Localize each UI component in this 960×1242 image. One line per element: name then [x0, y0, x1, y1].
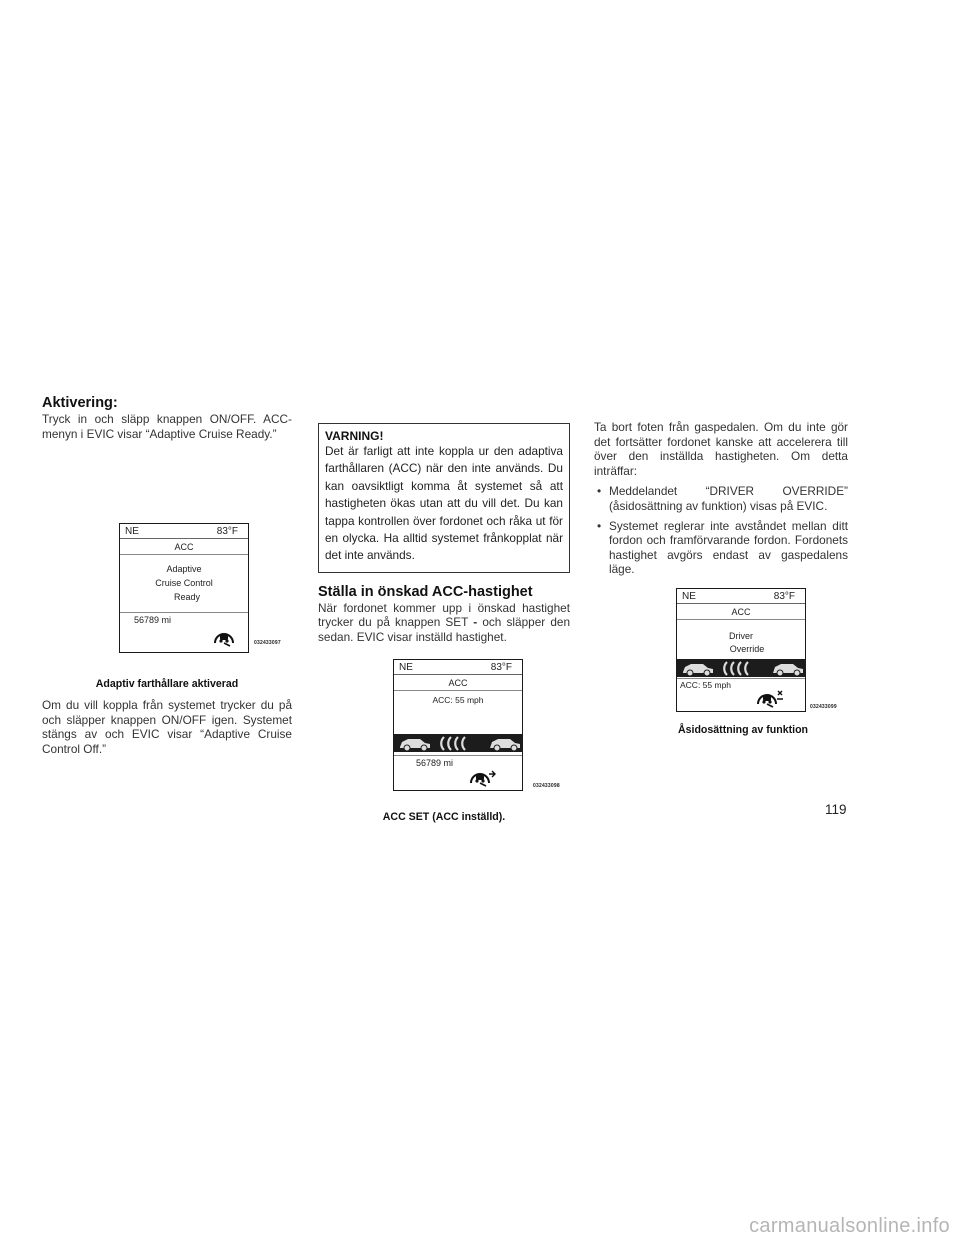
set-button-symbol: -	[473, 615, 478, 630]
section-heading-activation: Aktivering:	[42, 395, 118, 411]
figure-acc-set	[318, 645, 570, 825]
activation-paragraph: Tryck in och släpp knappen ON/OFF. ACC-menyn i EVIC visar “Adaptive Cruise Ready.”	[42, 412, 292, 441]
temperature: 83°F	[773, 590, 795, 602]
figure-caption-override: Åsidosättning av funktion	[677, 723, 809, 736]
mode-label: ACC	[120, 539, 248, 555]
bullet-item-1: • Meddelandet “DRIVER OVERRIDE” (åsidosättning av funktion) visas på EVIC.	[597, 484, 848, 513]
figure-code: 032433098	[533, 782, 560, 789]
figure-code: 032433097	[254, 640, 281, 647]
bullet-item-2: • Systemet reglerar inte avståndet mellan ditt fordon och framförvarande fordon. Fordonets hastighet avgörs endast av gaspedalens läge.	[597, 518, 848, 577]
mode-label: ACC	[677, 604, 805, 620]
compass-direction: NE	[125, 526, 139, 538]
column-3	[594, 420, 848, 742]
column-2	[318, 423, 570, 825]
figure-code: 032433099	[810, 703, 837, 710]
set-speed-readout: ACC: 55 mph	[432, 694, 484, 705]
set-speed-readout: ACC: 55 mph	[680, 679, 732, 690]
mode-label: ACC	[394, 675, 522, 691]
deactivation-paragraph: Om du vill koppla från systemet trycker du på och släpper knappen ON/OFF igen. Systemet stängs av och EVIC visar “Adaptive Cruise Control Off.”	[42, 698, 292, 756]
message-line-1: Driver	[729, 630, 753, 641]
evic-display-set	[393, 659, 523, 791]
override-paragraph: Ta bort foten från gaspedalen. Om du inte gör det fortsätter fordonet kanske att accelerera till över den inställda hastigheten. Om detta inträffar:	[594, 420, 848, 478]
evic-display-override	[676, 588, 806, 712]
override-bullet-list	[594, 484, 848, 577]
message-line-1: Adaptive	[166, 564, 202, 575]
column-1	[42, 395, 292, 757]
watermark: carmanualsonline.info	[749, 1215, 950, 1237]
temperature: 83°F	[490, 661, 512, 673]
message-line-2: Override	[729, 643, 765, 654]
warning-box	[318, 423, 570, 573]
acc-gauge-icon	[468, 768, 498, 788]
section-heading-set-speed: Ställa in önskad ACC-hastighet	[318, 583, 533, 600]
figure-caption-set: ACC SET (ACC inställd).	[382, 810, 506, 823]
warning-body: Det är farligt att inte koppla ur den adaptiva farthållaren (ACC) när den inte används. Du kan oavsiktligt komma åt systemet så att hastigheten ökas utan att du vill det. Du kan tappa kontrollen över fordonet och råka ut för en olycka. Ha alltid systemet frånkopplat när det inte används.	[325, 444, 563, 563]
compass-direction: NE	[399, 661, 413, 673]
message-line-2: Cruise Control	[155, 578, 213, 589]
evic-display-ready	[119, 523, 249, 653]
acc-gauge-icon	[212, 628, 236, 648]
figure-acc-ready	[42, 441, 292, 647]
message-line-3: Ready	[173, 592, 200, 603]
odometer: 56789 mi	[416, 757, 454, 768]
compass-direction: NE	[682, 590, 696, 602]
warning-title: VARNING!	[325, 429, 384, 443]
acc-vehicle-gap-icon	[394, 734, 522, 752]
acc-override-icon	[755, 689, 785, 709]
figure-caption-ready: Adaptiv farthållare aktiverad	[95, 678, 239, 691]
acc-vehicle-gap-icon	[677, 659, 805, 677]
page-number: 119	[825, 802, 847, 817]
odometer: 56789 mi	[134, 615, 172, 626]
figure-driver-override	[594, 582, 848, 742]
set-speed-paragraph: När fordonet kommer upp i önskad hastighet trycker du på knappen SET - och släpper den sedan. EVIC visar inställd hastighet.	[318, 600, 571, 645]
temperature: 83°F	[216, 526, 238, 538]
